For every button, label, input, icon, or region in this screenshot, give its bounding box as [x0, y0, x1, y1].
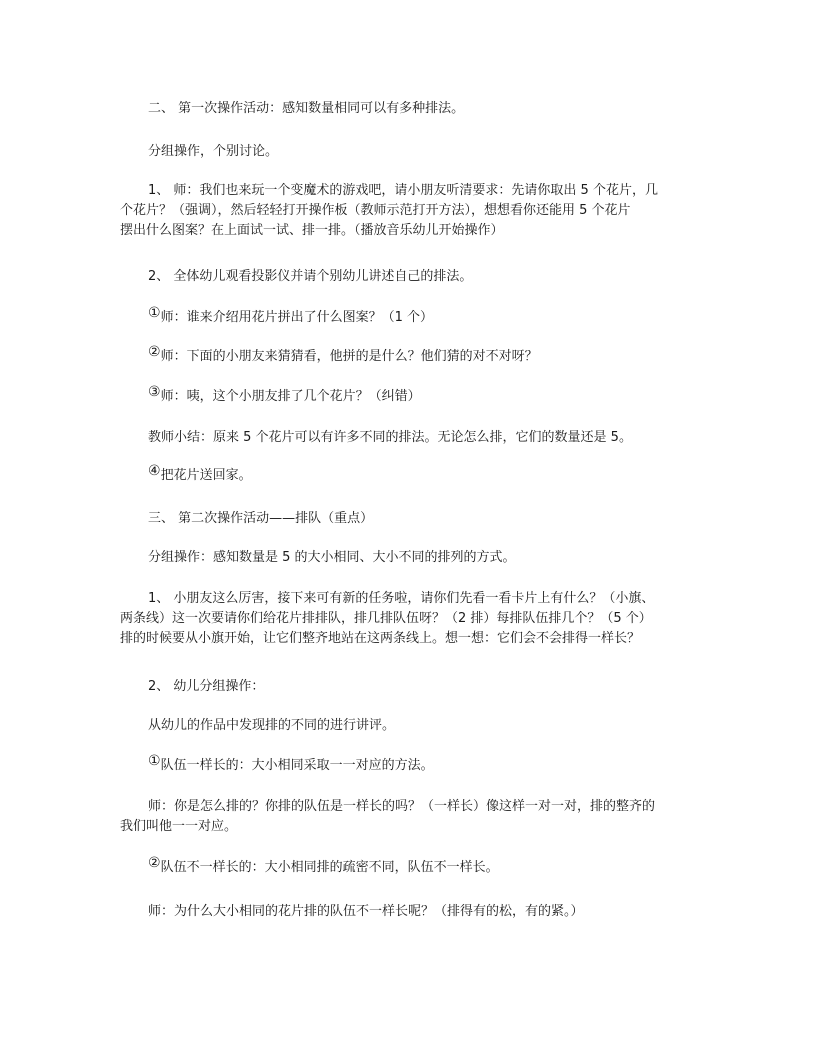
paragraph-line: 摆出什么图案？在上面试一试、排一排。（播放音乐幼儿开始操作）: [120, 223, 504, 238]
paragraph-line: 个花片？（强调），然后轻轻打开操作板（教师示范打开方法），想想看你还能用 5 个花片: [120, 203, 631, 218]
paragraph-line: 排的时候要从小旗开始，让它们整齐地站在这两条线上。想一想：它们会不会排得一样长？: [120, 631, 641, 646]
circled-number-marker: ③: [148, 384, 161, 400]
list-item: [148, 755, 708, 776]
list-item: [148, 307, 708, 328]
paragraph-line: 两条线）这一次要请你们给花片排排队，排几排队伍呀？（2 排）每排队伍排几个？（5 个）: [120, 611, 652, 626]
section-heading-2: 二、 第一次操作活动：感知数量相同可以有多种排法。: [148, 101, 465, 116]
list-item: [148, 857, 708, 878]
paragraph: 师：为什么大小相同的花片排的队伍不一样长呢？（排得有的松，有的紧。）: [148, 904, 584, 919]
list-item-text: 师：下面的小朋友来猜猜看，他拼的是什么？他们猜的对不对呀？: [160, 349, 538, 364]
circled-number-marker: ①: [148, 305, 161, 321]
paragraph-multiline: [120, 181, 708, 241]
paragraph: 分组操作：感知数量是 5 的大小相同、大小不同的排列的方式。: [148, 550, 516, 565]
circled-number-marker: ①: [148, 753, 161, 769]
list-item-text: 队伍不一样长的：大小相同排的疏密不同，队伍不一样长。: [160, 860, 499, 875]
paragraph-multiline: [120, 589, 708, 649]
paragraph: 从幼儿的作品中发现排的不同的进行讲评。: [148, 718, 396, 733]
list-item: [148, 465, 708, 486]
paragraph-multiline: [120, 797, 708, 837]
circled-number-marker: ④: [148, 463, 161, 479]
circled-number-marker: ②: [148, 855, 161, 871]
paragraph-line: 师：你是怎么排的？你排的队伍是一样长的吗？（一样长）像这样一对一对，排的整齐的: [148, 799, 656, 814]
list-item: [148, 346, 708, 367]
circled-number-marker: ②: [148, 344, 161, 360]
paragraph: 2、 幼儿分组操作：: [148, 679, 265, 694]
paragraph-line: 我们叫他一一对应。: [120, 819, 238, 834]
list-item-text: 把花片送回家。: [160, 468, 252, 483]
list-item: [148, 386, 708, 407]
list-item-text: 队伍一样长的：大小相同采取一一对应的方法。: [160, 758, 434, 773]
paragraph-line: 1、 小朋友这么厉害，接下来可有新的任务啦，请你们先看一看卡片上有什么？（小旗、: [148, 591, 655, 606]
paragraph: 2、 全体幼儿观看投影仪并请个别幼儿讲述自己的排法。: [148, 269, 473, 284]
list-item-text: 师：谁来介绍用花片拼出了什么图案？（1 个）: [160, 310, 433, 325]
paragraph: 分组操作，个别讨论。: [148, 144, 279, 159]
section-heading-3: 三、 第二次操作活动——排队（重点）: [148, 511, 374, 526]
paragraph: 教师小结：原来 5 个花片可以有许多不同的排法。无论怎么排，它们的数量还是 5。: [148, 430, 632, 445]
paragraph-line: 1、 师：我们也来玩一个变魔术的游戏吧，请小朋友听清要求：先请你取出 5 个花片，几: [148, 183, 658, 198]
list-item-text: 师：咦，这个小朋友排了几个花片？（纠错）: [160, 389, 421, 404]
